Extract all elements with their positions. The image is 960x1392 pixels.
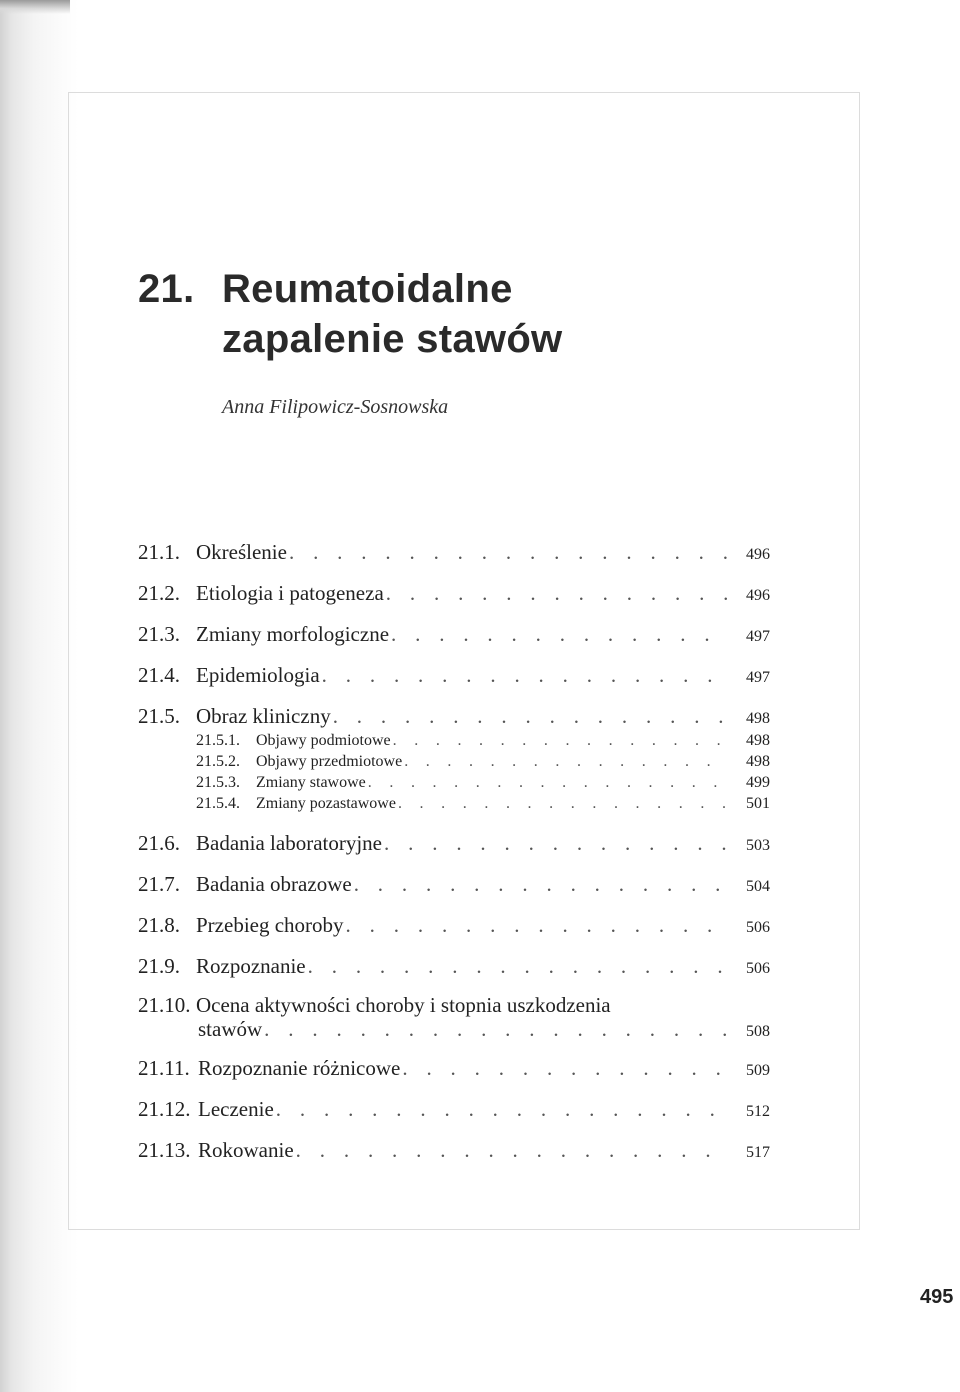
toc-subentry-page: 498 [746, 753, 770, 770]
toc-entry-number: 21.4. [138, 663, 180, 687]
toc-subentry[interactable] [138, 751, 770, 772]
toc-subentry-number: 21.5.3. [196, 774, 240, 791]
toc-entry-title-continuation: stawów [198, 1017, 263, 1041]
table-of-contents [138, 538, 770, 1177]
toc-leader-dots [289, 538, 728, 566]
toc-entry-number: 21.1. [138, 540, 180, 564]
toc-leader-dots [276, 1095, 728, 1123]
toc-entry-number: 21.7. [138, 872, 180, 896]
toc-entry-page: 497 [746, 628, 770, 645]
toc-entry-title: Przebieg choroby [196, 913, 344, 937]
toc-entry-title: Określenie [196, 540, 287, 564]
chapter-author: Anna Filipowicz-Sosnowska [222, 396, 449, 418]
book-spine-shadow [0, 0, 78, 1392]
toc-subentry-number: 21.5.4. [196, 795, 240, 812]
toc-leader-dots [391, 620, 728, 648]
toc-entry-page: 504 [746, 878, 770, 895]
chapter-title [138, 264, 562, 364]
toc-subentry[interactable] [138, 793, 770, 814]
toc-entry-title: Zmiany morfologiczne [196, 622, 390, 646]
toc-entry-title: Rokowanie [198, 1138, 294, 1162]
toc-leader-dots [308, 952, 728, 980]
toc-entry[interactable] [138, 702, 770, 730]
toc-leader-dots [264, 1017, 728, 1041]
toc-entry-number: 21.3. [138, 622, 180, 646]
toc-entry-page: 497 [746, 669, 770, 686]
toc-entry-title: Etiologia i patogeneza [196, 581, 384, 605]
toc-entry[interactable] [138, 952, 770, 980]
toc-leader-dots [346, 911, 728, 939]
toc-subentry-page: 501 [746, 795, 770, 812]
toc-entry[interactable] [138, 870, 770, 898]
toc-entry-page: 517 [746, 1144, 770, 1161]
toc-entry-title: Ocena aktywności choroby i stopnia uszkodzenia [196, 993, 611, 1017]
toc-entry-title: Obraz kliniczny [196, 704, 331, 728]
toc-subentry-title: Objawy podmiotowe [256, 732, 391, 749]
toc-entry-title: Badania obrazowe [196, 872, 352, 896]
toc-leader-dots [333, 702, 728, 730]
toc-entry-page: 506 [746, 919, 770, 936]
toc-leader-dots [322, 661, 728, 689]
toc-entry-first-line [138, 993, 770, 1017]
toc-entry-number: 21.9. [138, 954, 180, 978]
toc-subentry[interactable] [138, 730, 770, 751]
toc-leader-dots [402, 1054, 728, 1082]
toc-entry-page: 508 [746, 1023, 770, 1040]
chapter-title-line2: zapalenie stawów [222, 317, 563, 361]
chapter-number: 21. [138, 267, 195, 311]
toc-subentry-page: 498 [746, 732, 770, 749]
toc-leader-dots [404, 751, 728, 772]
toc-entry[interactable] [138, 661, 770, 689]
page-number: 495 [920, 1286, 954, 1308]
toc-entry-page: 506 [746, 960, 770, 977]
toc-entry-number: 21.10. [138, 993, 191, 1017]
toc-entry-number: 21.11. [138, 1056, 190, 1080]
toc-subentry-number: 21.5.2. [196, 753, 240, 770]
toc-entry-page: 496 [746, 546, 770, 563]
toc-entry[interactable] [138, 1054, 770, 1082]
toc-subentry-page: 499 [746, 774, 770, 791]
toc-entry[interactable] [138, 538, 770, 566]
toc-entry[interactable] [138, 911, 770, 939]
toc-entry-continuation [138, 1017, 770, 1041]
toc-subentry-title: Zmiany stawowe [256, 774, 366, 791]
toc-leader-dots [386, 579, 728, 607]
toc-entry-number: 21.13. [138, 1138, 191, 1162]
toc-entry-page: 512 [746, 1103, 770, 1120]
toc-entry[interactable] [138, 579, 770, 607]
toc-entry[interactable] [138, 829, 770, 857]
toc-subentry-title: Objawy przedmiotowe [256, 753, 403, 770]
toc-entry-page: 498 [746, 710, 770, 727]
toc-entry-title: Rozpoznanie różnicowe [198, 1056, 401, 1080]
toc-subentry[interactable] [138, 772, 770, 793]
toc-entry-number: 21.2. [138, 581, 180, 605]
toc-entry-number: 21.6. [138, 831, 180, 855]
toc-leader-dots [393, 730, 728, 751]
toc-entry-number: 21.12. [138, 1097, 191, 1121]
toc-entry-page: 496 [746, 587, 770, 604]
toc-entry-title: Leczenie [198, 1097, 274, 1121]
toc-leader-dots [384, 829, 728, 857]
toc-entry-title: Rozpoznanie [196, 954, 306, 978]
toc-entry-title: Epidemiologia [196, 663, 320, 687]
toc-entry-page: 509 [746, 1062, 770, 1079]
toc-leader-dots [354, 870, 728, 898]
toc-entry-title: Badania laboratoryjne [196, 831, 383, 855]
toc-leader-dots [296, 1136, 728, 1164]
toc-entry-number: 21.5. [138, 704, 180, 728]
chapter-title-line1: Reumatoidalne [222, 267, 513, 311]
toc-entry[interactable] [138, 620, 770, 648]
toc-subentry-title: Zmiany pozastawowe [256, 795, 396, 812]
toc-entry-number: 21.8. [138, 913, 180, 937]
toc-entry-page: 503 [746, 837, 770, 854]
toc-leader-dots [398, 793, 728, 814]
toc-subentry-number: 21.5.1. [196, 732, 240, 749]
toc-entry[interactable] [138, 1136, 770, 1164]
page-top-shadow [0, 0, 70, 14]
toc-entry[interactable] [138, 993, 770, 1041]
toc-leader-dots [368, 772, 728, 793]
toc-entry[interactable] [138, 1095, 770, 1123]
